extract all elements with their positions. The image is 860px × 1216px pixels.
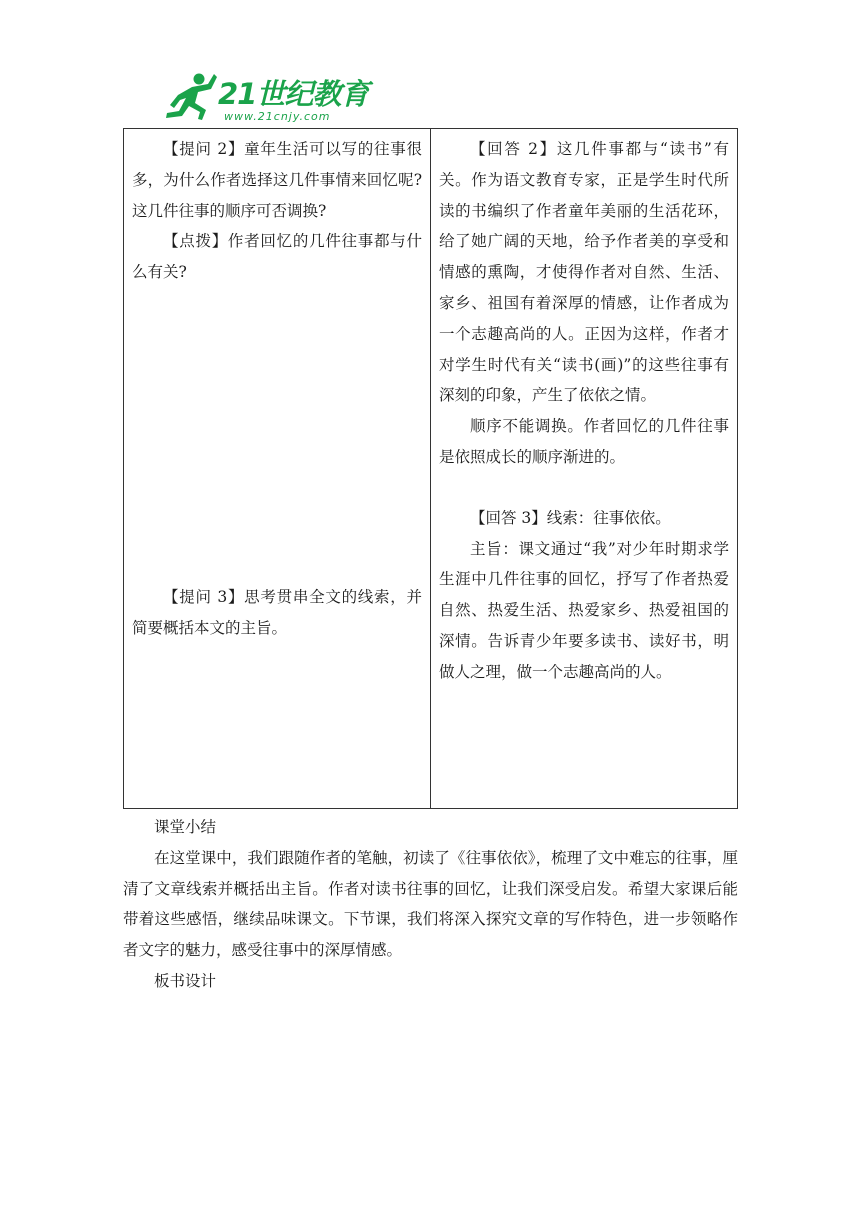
qa-table [123,128,738,809]
questions-column [124,129,431,809]
hint: 【点拨】作者回忆的几件往事都与什么有关? [132,232,422,282]
summary-heading: 课堂小结 [154,818,217,836]
summary-text: 在这堂课中，我们跟随作者的笔触，初读了《往事依依》，梳理了文中难忘的往事，厘清了文章线索并概括出主旨。作者对读书往事的回忆，让我们深受启发。希望大家课后能带着这些感悟，继续品味课文。下节课，我们将深入探究文章的写作特色，进一步领略作者文字的魅力，感受往事中的深厚情感。 [123,848,738,960]
running-man-icon [162,70,218,122]
question-3: 【提问 3】思考贯串全文的线索，并简要概括本文的主旨。 [132,587,422,637]
question-2: 【提问 2】童年生活可以写的往事很多，为什么作者选择这几件事情来回忆呢?这几件往事的顺序可否调换? [132,140,422,220]
answers-column [431,129,738,809]
answer-3-theme: 主旨：课文通过“我”对少年时期求学生涯中几件往事的回忆，抒写了作者热爱自然、热爱生活、热爱家乡、热爱祖国的深情。告诉青少年要多读书、读好书，明做人之理，做一个志趣高尚的人。 [439,539,729,681]
summary-section [123,812,738,997]
logo-brand-text: 21世纪教育 [218,77,369,111]
answer-2: 【回答 2】这几件事都与“读书”有关。作为语文教育专家，正是学生时代所读的书编织了作者童年美丽的生活花环，给了她广阔的天地，给予作者美的享受和情感的熏陶，才使得作者对自然、生活、家乡、祖国有着深厚的情感，让作者成为一个志趣高尚的人。正因为这样，作者才对学生时代有关“读书(画)”的这些往事有深刻的印象，产生了依依之情。 [439,140,729,405]
board-heading: 板书设计 [154,971,217,990]
site-logo [162,70,372,126]
answer-2-order: 顺序不能调换。作者回忆的几件往事是依照成长的顺序渐进的。 [439,417,729,466]
logo-url-text: www.21cnjy.com [224,110,331,123]
answer-3: 【回答 3】线索：往事依依。 [470,508,671,527]
